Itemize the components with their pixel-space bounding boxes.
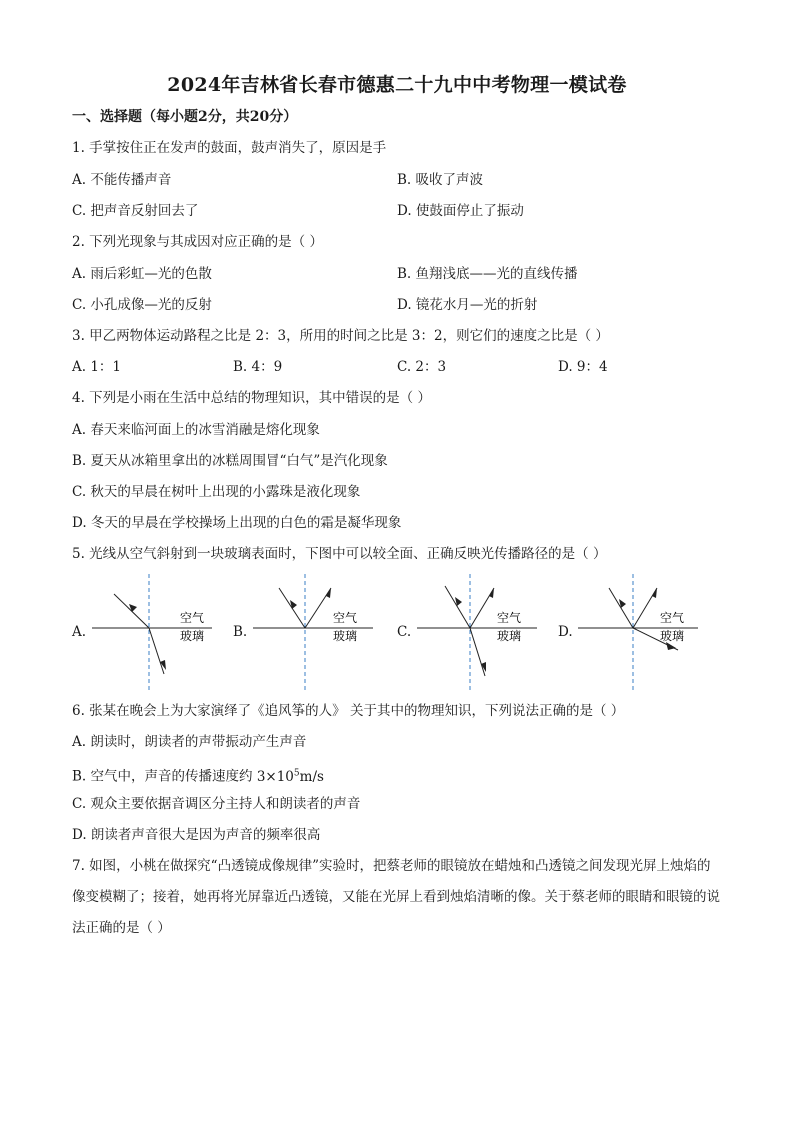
q6-option-b [72, 764, 324, 786]
air-label: 空气 [333, 611, 358, 625]
q5-option-d-label: D. [558, 624, 573, 640]
arrow-icon [129, 604, 137, 612]
refraction-diagram-b [233, 572, 393, 692]
refraction-diagram-c [397, 572, 557, 692]
reflected-ray [305, 588, 331, 628]
q1-option-d: D. 使鼓面停止了振动 [397, 203, 524, 219]
question-5-stem: 5. 光线从空气斜射到一块玻璃表面时，下图中可以较全面、正确反映光传播路径的是（ ） [72, 546, 607, 562]
q5-diagram-c [397, 572, 557, 692]
q5-diagram-a [72, 572, 232, 692]
incident-ray [114, 594, 149, 628]
q1-option-b: B. 吸收了声波 [397, 172, 484, 188]
q3-option-c: C. 2：3 [397, 359, 447, 375]
arrow-icon [489, 588, 494, 598]
q6-option-a: A. 朗读时，朗读者的声带振动产生声音 [72, 734, 307, 750]
q4-option-d: D. 冬天的早晨在学校操场上出现的白色的霜是凝华现象 [72, 515, 402, 531]
q3-option-b: B. 4：9 [233, 359, 283, 375]
q6-option-d: D. 朗读者声音很大是因为声音的频率很高 [72, 827, 321, 843]
q5-option-a-label: A. [72, 624, 87, 640]
air-label: 空气 [497, 611, 522, 625]
question-7-stem: 7. 如图，小桃在做探究“凸透镜成像规律”实验时，把蔡老师的眼镜放在蜡烛和凸透镜之间发现光屏上烛焰的像变模糊了；接着，她再将光屏靠近凸透镜，又能在光屏上看到烛焰清晰的像。关于蔡老师的眼睛和眼镜的说法正确的是（ ） [72, 858, 720, 936]
question-4-stem: 4. 下列是小雨在生活中总结的物理知识，其中错误的是（ ） [72, 390, 431, 406]
q3-option-d: D. 9：4 [558, 359, 608, 375]
arrow-icon [326, 588, 331, 598]
question-2-stem: 2. 下列光现象与其成因对应正确的是（ ） [72, 234, 323, 250]
speed-value [257, 769, 324, 785]
q3-option-a: A. 1：1 [72, 359, 122, 375]
refracted-ray [470, 628, 485, 676]
arrow-icon [652, 588, 657, 598]
air-label: 空气 [660, 611, 685, 625]
q5-diagram-d [558, 572, 718, 692]
q4-option-a: A. 春天来临河面上的冰雪消融是熔化现象 [72, 422, 320, 438]
q1-option-c: C. 把声音反射回去了 [72, 203, 199, 219]
q2-option-d: D. 镜花水月—光的折射 [397, 297, 538, 313]
q6-option-b-text: B. 空气中，声音的传播速度约 [72, 768, 253, 785]
question-3-stem: 3. 甲乙两物体运动路程之比是 2：3，所用的时间之比是 3：2，则它们的速度之比是（ ） [72, 328, 609, 344]
section-heading: 一、选择题（每小题2分，共20分） [72, 109, 298, 125]
glass-label: 玻璃 [333, 629, 358, 643]
refracted-ray [149, 628, 164, 674]
glass-label: 玻璃 [660, 629, 685, 643]
question-6-stem: 6. 张某在晚会上为大家演绎了《追风筝的人》 关于其中的物理知识，下列说法正确的是（ ） [72, 703, 625, 719]
air-label: 空气 [180, 611, 205, 625]
speed-base: 3×10 [256, 768, 294, 785]
refraction-diagram-d [558, 572, 718, 692]
arrow-icon [290, 600, 297, 609]
refraction-diagram-a [72, 572, 232, 692]
q5-diagram-b [233, 572, 393, 692]
glass-label: 玻璃 [180, 629, 205, 643]
question-1-stem: 1. 手掌按住正在发声的鼓面，鼓声消失了，原因是手 [72, 140, 387, 156]
q4-option-c: C. 秋天的早晨在树叶上出现的小露珠是液化现象 [72, 484, 361, 500]
speed-exponent: 5 [293, 768, 300, 778]
speed-unit: m/s [299, 768, 324, 785]
exam-title: 2024年吉林省长春市德惠二十九中中考物理一模试卷 [167, 74, 627, 96]
q2-option-a: A. 雨后彩虹—光的色散 [72, 266, 212, 282]
q4-option-b: B. 夏天从冰箱里拿出的冰糕周围冒“白气”是汽化现象 [72, 453, 388, 469]
q5-option-c-label: C. [397, 624, 412, 640]
glass-label: 玻璃 [497, 629, 522, 643]
q1-option-a: A. 不能传播声音 [72, 172, 172, 188]
incident-ray [445, 586, 470, 628]
q5-option-b-label: B. [233, 624, 248, 640]
q6-option-c: C. 观众主要依据音调区分主持人和朗读者的声音 [72, 796, 361, 812]
q2-option-b: B. 鱼翔浅底——光的直线传播 [397, 266, 578, 282]
q2-option-c: C. 小孔成像—光的反射 [72, 297, 212, 313]
